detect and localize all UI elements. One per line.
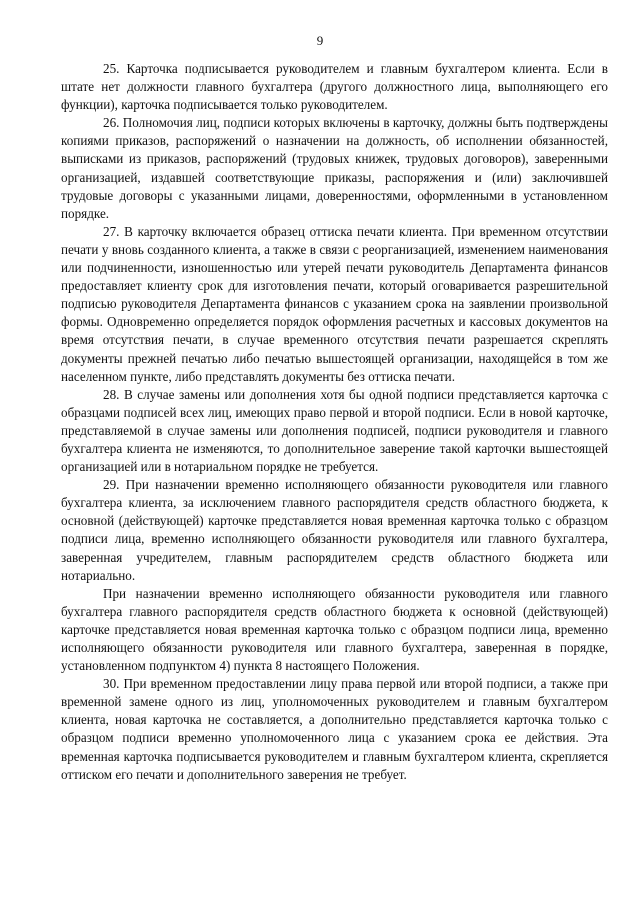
- paragraph-29: 29. При назначении временно исполняющего обязанности руководителя или главного бухгалтера клиента, за исключением главного распорядителя средств областного бюджета, к основной (действующей) карточке представляется новая временная карточка только с образцом подписи лица, временно исполняющего обязанности руководителя или главного бухгалтера, заверенная учредителем, главным распорядителем средств областного бюджета или нотариально.: [61, 477, 608, 583]
- paragraph-30: 30. При временном предоставлении лицу права первой или второй подписи, а также при временной замене одного из лиц, уполномоченных руководителем и главным бухгалтером клиента, новая карточка не составляется, а дополнительно представляется карточка только с образцом подписи временно уполномоченного лица с указанием срока ее действия. Эта временная карточка подписывается руководителем и главным бухгалтером клиента, скрепляется оттиском его печати и дополнительного заверения не требует.: [61, 676, 608, 782]
- paragraph-27: 27. В карточку включается образец оттиска печати клиента. При временном отсутствии печати у вновь созданного клиента, а также в связи с реорганизацией, изменением наименования или подчиненности, изношенностью или утерей печати руководитель Департамента финансов предоставляет клиенту срок для изготовления печати, который оговаривается разрешительной подписью руководителя Департамента финансов с указанием срока на заявлении произвольной формы. Одновременно определяется порядок оформления расчетных и кассовых документов на время отсутствия печати, в случае временного отсутствия печати разрешается скреплять документы прежней печатью либо печатью вышестоящей организации, находящейся в том же населенном пункте, либо представлять документы без оттиска печати.: [61, 223, 608, 384]
- document-body: [61, 60, 608, 784]
- paragraph-29-continued: При назначении временно исполняющего обязанности руководителя или главного бухгалтера главного распорядителя средств областного бюджета к основной (действующей) карточке представляется новая временная карточка только с образцом подписи лица, временно исполняющего обязанности руководителя или главного бухгалтера, заверенная в порядке, установленном подпунктом 4) пункта 8 настоящего Положения.: [61, 585, 608, 674]
- paragraph-26: 26. Полномочия лиц, подписи которых включены в карточку, должны быть подтверждены копиями приказов, распоряжений о назначении на должность, об исполнении обязанностей, выписками из приказов, распоряжений (трудовых книжек, трудовых договоров), заверенными организацией, издавшей соответствующие приказы, распоряжения и (или) заключившей трудовые договоры с указанными лицами, доверенностями, оформленными в установленном порядке.: [61, 115, 608, 221]
- paragraph-25: 25. Карточка подписывается руководителем и главным бухгалтером клиента. Если в штате нет должности главного бухгалтера (другого должностного лица, выполняющего его функции), карточка подписывается только руководителем.: [61, 61, 608, 113]
- paragraph-28: 28. В случае замены или дополнения хотя бы одной подписи представляется карточка с образцами подписей всех лиц, имеющих право первой и второй подписи. Если в новой карточке, представляемой в случае замены или дополнения подписей, подписи руководителя и главного бухгалтера клиента не изменяются, то дополнительное заверение такой карточки вышестоящей организацией или в нотариальном порядке не требуется.: [61, 386, 608, 475]
- page-number: 9: [316, 33, 324, 48]
